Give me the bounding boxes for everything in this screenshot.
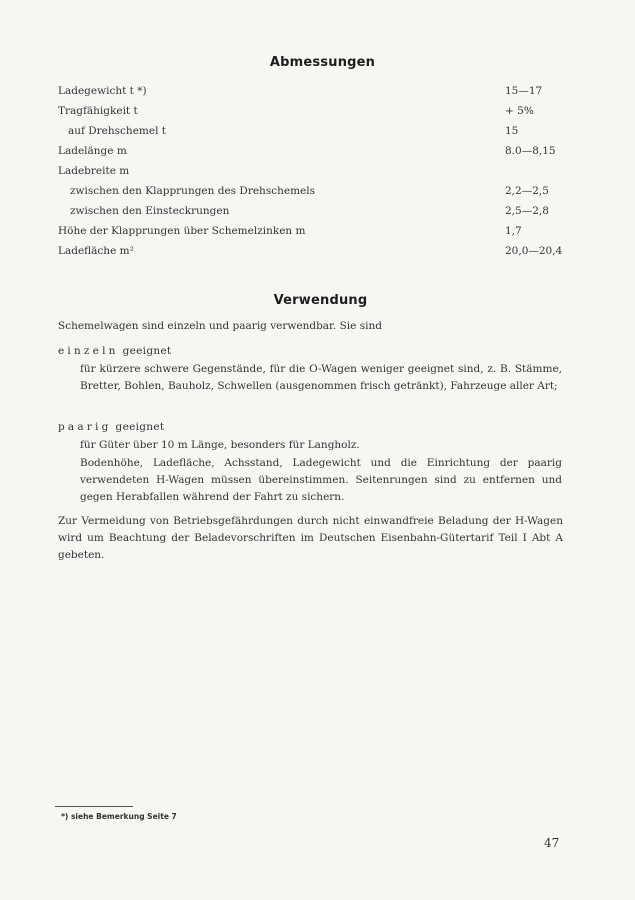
table-row [58, 101, 568, 121]
row-value: 8.0—8,15 [505, 145, 556, 157]
dimensions-table [58, 81, 568, 261]
table-row [58, 161, 568, 181]
row-value: 2,2—2,5 [505, 185, 549, 197]
row-value: 20,0—20,4 [505, 245, 563, 257]
pair-use-tail: geeignet [115, 421, 165, 433]
single-use-label: einzeln [58, 345, 119, 357]
usage-intro: Schemelwagen sind einzeln und paarig verwendbar. Sie sind [58, 320, 382, 332]
row-value: 15—17 [505, 85, 543, 97]
row-value: 1,7 [505, 225, 522, 237]
row-value: 2,5—2,8 [505, 205, 549, 217]
row-label: zwischen den Klapprungen des Drehschemels [70, 185, 315, 197]
closing-paragraph: Zur Vermeidung von Betriebsgefährdungen durch nicht einwandfreie Beladung der H-Wagen wird um Beachtung der Beladevorschriften im Deutschen Eisenbahn-Gütertarif Teil I Abt A gebeten. [58, 515, 563, 561]
footnote-divider [55, 806, 133, 807]
page-number: 47 [544, 836, 560, 850]
row-label: auf Drehschemel t [68, 125, 166, 137]
heading-usage: Verwendung [273, 293, 368, 308]
row-label: Ladelänge m [58, 145, 127, 157]
row-label: Ladegewicht t *) [58, 85, 147, 97]
row-label: zwischen den Einsteckrungen [70, 205, 230, 217]
table-row [58, 201, 568, 221]
pair-use-text-2: Bodenhöhe, Ladefläche, Achsstand, Ladegewicht und die Einrichtung der paarig verwendeten H-Wagen müssen übereinstimmen. Seitenrungen sind zu entfernen und gegen Herabfallen während der Fahrt zu sichern. [80, 457, 562, 503]
row-label: Ladebreite m [58, 165, 130, 177]
row-value: 15 [505, 125, 519, 137]
footnote: *) siehe Bemerkung Seite 7 [61, 812, 177, 821]
single-use-text: für kürzere schwere Gegenstände, für die O-Wagen weniger geeignet sind, z. B. Stämme, Bretter, Bohlen, Bauholz, Schwellen (ausgenommen frisch getränkt), Fahrzeuge aller Art; [80, 363, 562, 392]
table-row [58, 121, 568, 141]
single-use-heading [58, 345, 171, 357]
table-row [58, 81, 568, 101]
table-row [58, 241, 568, 261]
row-label: Ladefläche m² [58, 245, 134, 257]
heading-dimensions: Abmessungen [269, 55, 376, 70]
row-label: Höhe der Klapprungen über Schemelzinken m [58, 225, 306, 237]
row-value: + 5% [505, 105, 534, 117]
single-use-tail: geeignet [122, 345, 172, 357]
table-row [58, 221, 568, 241]
pair-use-text: für Güter über 10 m Länge, besonders für Langholz. [80, 439, 360, 451]
pair-use-label: paarig [58, 421, 112, 433]
row-label: Tragfähigkeit t [58, 105, 138, 117]
table-row [58, 141, 568, 161]
pair-use-heading [58, 421, 164, 433]
table-row [58, 181, 568, 201]
